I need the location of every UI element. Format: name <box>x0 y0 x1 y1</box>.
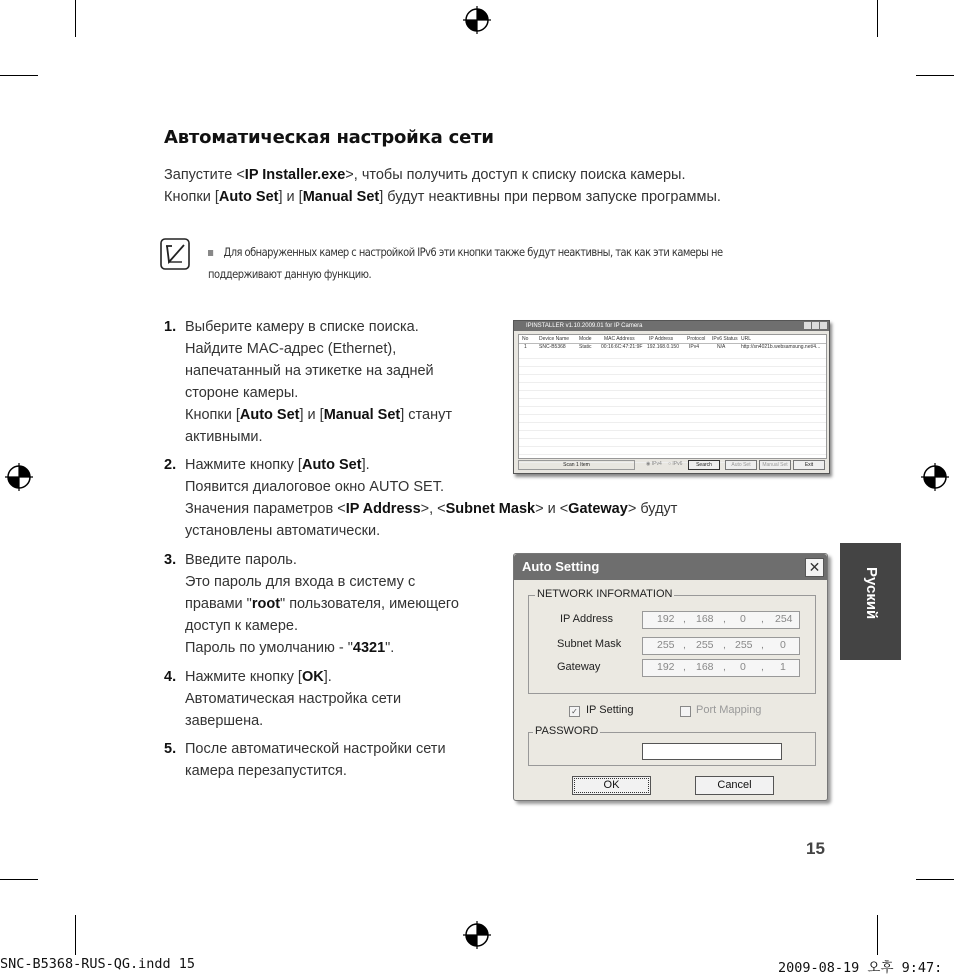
table-cell: Static <box>579 344 592 350</box>
intro-line <box>164 164 804 186</box>
registration-mark-icon <box>921 463 949 491</box>
crop-mark <box>75 915 76 955</box>
empty-row <box>519 375 826 383</box>
text: ] станут <box>400 407 452 423</box>
step-1 <box>164 316 452 448</box>
step-line <box>185 498 677 520</box>
table-row[interactable] <box>519 344 826 351</box>
page-title: Автоматическая настройка сети <box>164 127 494 148</box>
ip-setting-checkbox[interactable]: ✓ <box>569 706 580 717</box>
empty-row <box>519 359 826 367</box>
text: ]. <box>323 669 332 685</box>
port-mapping-checkbox[interactable] <box>680 706 691 717</box>
step-line: камера перезапустится. <box>185 763 347 779</box>
note-text <box>208 241 810 285</box>
port-mapping-label: Port Mapping <box>696 704 762 716</box>
scan-status: Scan 1 Item <box>518 460 635 470</box>
dialog-title: Auto Setting <box>522 559 600 574</box>
table-cell: http://sn4021b.websamsung.net/4... <box>741 344 821 350</box>
octet: 0 <box>740 613 746 625</box>
empty-row <box>519 391 826 399</box>
octet: 1 <box>780 661 786 673</box>
empty-row <box>519 423 826 431</box>
ip-address-label: IP Address <box>560 613 613 625</box>
text: >, чтобы получить доступ к списку поиска камеры. <box>345 167 686 183</box>
table-cell: 192.168.0.150 <box>647 344 679 350</box>
empty-row <box>519 367 826 375</box>
column-header[interactable]: URL <box>741 336 752 342</box>
table-cell: SNC-B5368 <box>539 344 566 350</box>
text: поддерживают данную функцию. <box>208 267 372 281</box>
text: правами " <box>185 596 252 612</box>
octet: 255 <box>696 639 714 651</box>
step-line: Появится диалоговое окно AUTO SET. <box>185 479 444 495</box>
text: ]. <box>361 457 370 473</box>
ipv6-option[interactable]: ○ IPv6 <box>668 461 683 467</box>
status-bar <box>518 460 825 470</box>
auto-set-button[interactable]: Auto Set <box>725 460 757 470</box>
button-name: Auto Set <box>301 457 362 473</box>
default-password: 4321 <box>352 640 386 656</box>
column-header[interactable]: Mode <box>579 336 592 342</box>
octet: 192 <box>657 613 675 625</box>
octet: 254 <box>775 613 793 625</box>
crop-mark <box>877 0 878 37</box>
text: ". <box>385 640 395 656</box>
ip-address-field[interactable]: 192 , 168 , 0 , 254 <box>642 611 800 629</box>
crop-mark <box>916 879 954 880</box>
empty-row <box>519 383 826 391</box>
step-line: Найдите MAC-адрес (Ethernet), <box>185 341 397 357</box>
crop-mark <box>916 75 954 76</box>
step-line: напечатанный на этикетке на задней <box>185 363 434 379</box>
registration-mark-icon <box>5 463 33 491</box>
step-3 <box>164 549 459 659</box>
empty-row <box>519 407 826 415</box>
table-cell: IPv4 <box>689 344 700 350</box>
footer-filename: SNC-B5368-RUS-QG.indd 15 <box>0 956 196 972</box>
step-line <box>185 666 401 688</box>
step-number: 3. <box>164 552 177 568</box>
step-line: стороне камеры. <box>185 385 299 401</box>
crop-mark <box>877 915 878 955</box>
crop-mark <box>0 879 38 880</box>
step-line <box>185 404 452 426</box>
field-name: Gateway <box>568 501 628 517</box>
window-buttons <box>803 322 827 333</box>
note-line <box>208 263 810 285</box>
search-button[interactable]: Search <box>688 460 720 470</box>
empty-row <box>519 351 826 359</box>
gateway-field[interactable]: 192 , 168 , 0 , 1 <box>642 659 800 677</box>
step-number: 1. <box>164 319 177 335</box>
password-input[interactable] <box>642 743 782 760</box>
registration-mark-icon <box>463 921 491 949</box>
intro-text <box>164 164 804 208</box>
window-titlebar <box>514 321 829 331</box>
step-number: 5. <box>164 741 177 757</box>
step-number: 2. <box>164 457 177 473</box>
footer-timestamp: 2009-08-19 오후 9:47: <box>778 960 943 976</box>
bullet-icon <box>208 250 213 256</box>
text: ] будут неактивны при первом запуске программы. <box>379 189 721 205</box>
ip-installer-window <box>513 320 830 474</box>
step-line: завершена. <box>185 713 264 729</box>
option-label: IPv6 <box>672 461 683 467</box>
button-name: Manual Set <box>302 189 380 205</box>
registration-mark-icon <box>463 6 491 34</box>
empty-row <box>519 431 826 439</box>
intro-line <box>164 186 804 208</box>
empty-row <box>519 447 826 455</box>
text: Нажмите кнопку [ <box>185 457 302 473</box>
window-title: IPINSTALLER v1.10.2009.01 for IP Camera <box>526 323 643 329</box>
text: Пароль по умолчанию - " <box>185 640 353 656</box>
octet: 0 <box>740 661 746 673</box>
option-label: IPv4 <box>651 461 662 467</box>
ipv4-option[interactable]: ◉ IPv4 <box>646 461 662 467</box>
text: >, < <box>420 501 446 517</box>
text: ] и [ <box>299 407 324 423</box>
table-header <box>519 335 826 344</box>
step-line: Автоматическая настройка сети <box>185 691 402 707</box>
group-legend: NETWORK INFORMATION <box>537 588 673 600</box>
text: " пользователя, имеющего <box>280 596 459 612</box>
octet: 192 <box>657 661 675 673</box>
gateway-label: Gateway <box>557 661 601 673</box>
empty-row <box>519 439 826 447</box>
step-line: доступ к камере. <box>185 618 298 634</box>
language-tab-label: Руский <box>863 567 880 620</box>
user-name: root <box>251 596 281 612</box>
subnet-mask-label: Subnet Mask <box>557 638 622 650</box>
subnet-mask-field[interactable]: 255 , 255 , 255 , 0 <box>642 637 800 655</box>
column-header[interactable]: IPv6 Status <box>712 336 738 342</box>
octet: 255 <box>735 639 753 651</box>
empty-row <box>519 399 826 407</box>
step-line <box>185 593 459 615</box>
table-cell: 1 <box>524 344 527 350</box>
manual-set-button[interactable]: Manual Set <box>759 460 791 470</box>
octet: 0 <box>780 639 786 651</box>
group-legend: PASSWORD <box>535 725 599 737</box>
button-name: OK <box>301 669 324 685</box>
step-4 <box>164 666 401 732</box>
step-number: 4. <box>164 669 177 685</box>
column-header[interactable]: Device Name <box>539 336 570 342</box>
field-name: Subnet Mask <box>445 501 536 517</box>
text: Запустите < <box>164 167 245 183</box>
text: > будут <box>627 501 678 517</box>
column-header[interactable]: Protocol <box>687 336 706 342</box>
dialog-titlebar <box>514 554 827 580</box>
program-name: IP Installer.exe <box>244 167 346 183</box>
octet: 255 <box>657 639 675 651</box>
close-icon[interactable]: ✕ <box>805 558 824 577</box>
step-line: Выберите камеру в списке поиска. <box>185 319 419 335</box>
step-line: Это пароль для входа в систему с <box>185 574 416 590</box>
column-header[interactable]: MAC Address <box>604 336 635 342</box>
step-line: Введите пароль. <box>185 552 297 568</box>
text: > и < <box>535 501 569 517</box>
crop-mark <box>0 75 38 76</box>
column-header[interactable]: No <box>522 336 529 342</box>
button-name: Auto Set <box>239 407 300 423</box>
auto-setting-dialog <box>513 553 828 801</box>
button-name: Manual Set <box>323 407 401 423</box>
text: Для обнаруженных камер с настройкой IPv6 эти кнопки также будут неактивны, так как эти камеры не <box>223 245 723 259</box>
camera-list[interactable] <box>518 334 827 459</box>
ip-setting-label: IP Setting <box>586 704 634 716</box>
close-icon[interactable] <box>820 322 827 329</box>
note-line <box>208 241 810 263</box>
text: Нажмите кнопку [ <box>185 669 302 685</box>
language-tab <box>840 543 901 660</box>
text: Значения параметров < <box>185 501 346 517</box>
cancel-button[interactable]: Cancel <box>695 776 774 795</box>
step-line: установлены автоматически. <box>185 523 381 539</box>
button-name: Auto Set <box>218 189 279 205</box>
text: ] и [ <box>278 189 303 205</box>
ok-button[interactable]: OK <box>572 776 651 795</box>
field-name: IP Address <box>345 501 421 517</box>
minimize-icon[interactable] <box>804 322 811 329</box>
column-header[interactable]: IP Address <box>649 336 674 342</box>
octet: 168 <box>696 613 714 625</box>
text: Кнопки [ <box>164 189 219 205</box>
step-line <box>185 637 459 659</box>
note-pencil-icon <box>160 238 190 270</box>
text: Кнопки [ <box>185 407 240 423</box>
page-number: 15 <box>806 839 825 858</box>
step-line: активными. <box>185 429 263 445</box>
table-cell: 00:16:6C:47:21:9F <box>601 344 643 350</box>
maximize-icon[interactable] <box>812 322 819 329</box>
step-line: После автоматической настройки сети <box>185 741 446 757</box>
table-cell: N/A <box>717 344 726 350</box>
octet: 168 <box>696 661 714 673</box>
exit-button[interactable]: Exit <box>793 460 825 470</box>
crop-mark <box>75 0 76 37</box>
step-5 <box>164 738 446 782</box>
empty-row <box>519 415 826 423</box>
